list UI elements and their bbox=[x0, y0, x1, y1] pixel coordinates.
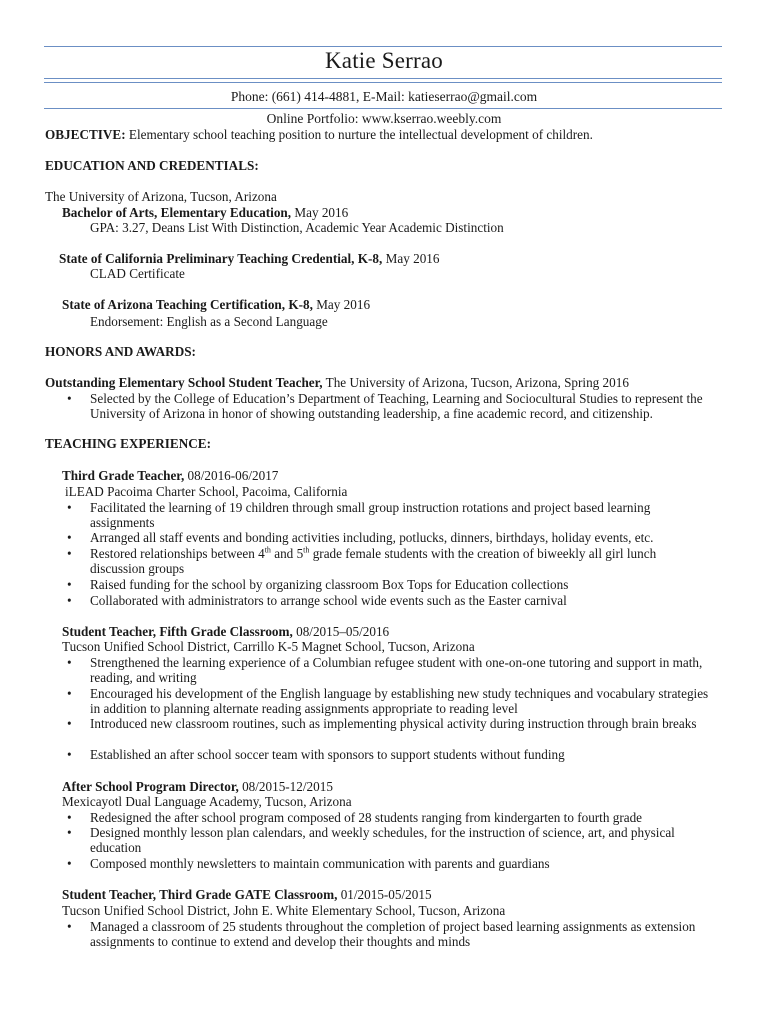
candidate-name: Katie Serrao bbox=[325, 48, 443, 73]
az-certification-date: May 2016 bbox=[312, 297, 371, 312]
ca-credential-date: May 2016 bbox=[382, 251, 440, 266]
job-dates: 08/2016-06/2017 bbox=[184, 468, 279, 483]
job-bullet bbox=[67, 856, 710, 871]
job-bullet bbox=[67, 500, 710, 530]
job-title-line bbox=[62, 779, 333, 795]
job-bullet-text: Raised funding for the school by organizing classroom Box Tops for Education collections bbox=[90, 577, 569, 592]
job-bullet-text: Composed monthly newsletters to maintain communication with parents and guardians bbox=[90, 856, 550, 871]
rule-under-contact bbox=[44, 108, 722, 109]
job-bullet bbox=[67, 530, 710, 545]
award-bullet-text: Selected by the College of Education’s Department of Teaching, Learning and Sociocultural Studies to represent the University of Arizona in honor of showing outstanding leadership, a fine academic record, and citizenship. bbox=[90, 391, 703, 421]
bullet-icon: • bbox=[67, 686, 72, 701]
job-bullet-text: Restored relationships between 4th and 5th grade female students with the creation of biweekly all girl lunch discussion groups bbox=[90, 545, 657, 576]
bullet-icon: • bbox=[67, 500, 72, 515]
bullet-icon: • bbox=[67, 593, 72, 608]
az-certification-title: State of Arizona Teaching Certification, K-8, bbox=[62, 297, 313, 312]
job-title-line bbox=[62, 468, 278, 484]
education-school: The University of Arizona, Tucson, Arizona bbox=[45, 189, 277, 204]
job-place: iLEAD Pacoima Charter School, Pacoima, California bbox=[65, 484, 348, 499]
job-place: Mexicayotl Dual Language Academy, Tucson, Arizona bbox=[62, 794, 352, 809]
job-bullet-text: Designed monthly lesson plan calendars, and weekly schedules, for the instruction of science, art, and physical education bbox=[90, 825, 675, 855]
job-bullet bbox=[67, 655, 710, 685]
job-bullet-text: Introduced new classroom routines, such as implementing physical activity during instruction through brain breaks bbox=[90, 716, 697, 731]
top-rule bbox=[44, 46, 722, 47]
objective-text: Elementary school teaching position to nurture the intellectual development of children. bbox=[125, 127, 593, 142]
degree-date: May 2016 bbox=[291, 205, 349, 220]
job-title-line bbox=[62, 624, 389, 640]
degree-title: Bachelor of Arts, Elementary Education, bbox=[62, 205, 292, 220]
job-bullet bbox=[67, 810, 710, 825]
objective bbox=[45, 127, 593, 143]
objective-label: OBJECTIVE: bbox=[45, 127, 126, 142]
job-title: Student Teacher, Third Grade GATE Classroom, bbox=[62, 887, 338, 902]
award bbox=[45, 375, 629, 391]
gpa: GPA: 3.27, Deans List With Distinction, Academic Year Academic Distinction bbox=[90, 220, 504, 235]
job-bullet-text: Established an after school soccer team with sponsors to support students without funding bbox=[90, 747, 565, 762]
job-dates: 01/2015-05/2015 bbox=[337, 887, 432, 902]
degree bbox=[62, 205, 348, 221]
education-heading: EDUCATION AND CREDENTIALS: bbox=[45, 158, 259, 173]
job-bullet-text: Facilitated the learning of 19 children through small group instruction rotations and project based learning assignments bbox=[90, 500, 651, 530]
award-title: Outstanding Elementary School Student Teacher, bbox=[45, 375, 323, 390]
job-bullet bbox=[67, 919, 710, 949]
award-bullet bbox=[67, 391, 710, 421]
bullet-icon: • bbox=[67, 810, 72, 825]
job-bullet bbox=[67, 825, 710, 855]
job-bullet bbox=[67, 593, 710, 608]
rule-under-name-2 bbox=[44, 82, 722, 83]
job-bullet bbox=[67, 545, 710, 576]
job-bullet bbox=[67, 686, 710, 716]
job-title: After School Program Director, bbox=[62, 779, 239, 794]
job-bullet-text: Strengthened the learning experience of a Columbian refugee student with one-on-one tutoring and support in math, reading, and writing bbox=[90, 655, 703, 685]
bullet-icon: • bbox=[67, 716, 72, 731]
job-bullet-text: Collaborated with administrators to arrange school wide events such as the Easter carnival bbox=[90, 593, 567, 608]
ca-credential bbox=[59, 251, 439, 267]
bullet-icon: • bbox=[67, 919, 72, 934]
bullet-icon: • bbox=[67, 655, 72, 670]
job-title: Student Teacher, Fifth Grade Classroom, bbox=[62, 624, 293, 639]
bullet-icon: • bbox=[67, 391, 72, 406]
rule-under-name-1 bbox=[44, 78, 722, 79]
job-place: Tucson Unified School District, John E. White Elementary School, Tucson, Arizona bbox=[62, 903, 506, 918]
portfolio-line: Online Portfolio: www.kserrao.weebly.com bbox=[266, 111, 502, 126]
job-bullet-text: Redesigned the after school program composed of 28 students ranging from kindergarten to fourth grade bbox=[90, 810, 643, 825]
contact-line: Phone: (661) 414-4881, E-Mail: katieserrao@gmail.com bbox=[230, 89, 538, 104]
bullet-icon: • bbox=[67, 747, 72, 762]
bullet-icon: • bbox=[67, 577, 72, 592]
experience-heading: TEACHING EXPERIENCE: bbox=[45, 436, 211, 451]
job-bullet-text: Managed a classroom of 25 students throughout the completion of project based learning assignments as extension assignments to continue to extend and develop their thoughts and minds bbox=[90, 919, 696, 949]
endorsement: Endorsement: English as a Second Language bbox=[90, 314, 328, 329]
az-certification bbox=[62, 297, 370, 313]
award-detail: The University of Arizona, Tucson, Arizona, Spring 2016 bbox=[322, 375, 629, 390]
job-place: Tucson Unified School District, Carrillo K-5 Magnet School, Tucson, Arizona bbox=[62, 639, 475, 654]
job-bullet bbox=[67, 747, 710, 762]
job-bullet-text: Arranged all staff events and bonding activities including, potlucks, dinners, birthdays, holiday events, etc. bbox=[90, 530, 654, 545]
job-dates: 08/2015-12/2015 bbox=[238, 779, 333, 794]
bullet-icon: • bbox=[67, 856, 72, 871]
ca-credential-title: State of California Preliminary Teaching Credential, K-8, bbox=[59, 251, 383, 266]
honors-heading: HONORS AND AWARDS: bbox=[45, 344, 196, 359]
bullet-icon: • bbox=[67, 825, 72, 840]
job-title-line bbox=[62, 887, 432, 903]
bullet-icon: • bbox=[67, 530, 72, 545]
job-bullet bbox=[67, 716, 710, 731]
job-title: Third Grade Teacher, bbox=[62, 468, 185, 483]
clad-certificate: CLAD Certificate bbox=[90, 266, 185, 281]
job-bullet-text: Encouraged his development of the English language by establishing new study techniques and vocabulary strategies in addition to planning alternate reading assignments appropriate to reading level bbox=[90, 686, 709, 716]
job-dates: 08/2015–05/2016 bbox=[292, 624, 390, 639]
bullet-icon: • bbox=[67, 546, 72, 561]
job-bullet bbox=[67, 577, 710, 592]
